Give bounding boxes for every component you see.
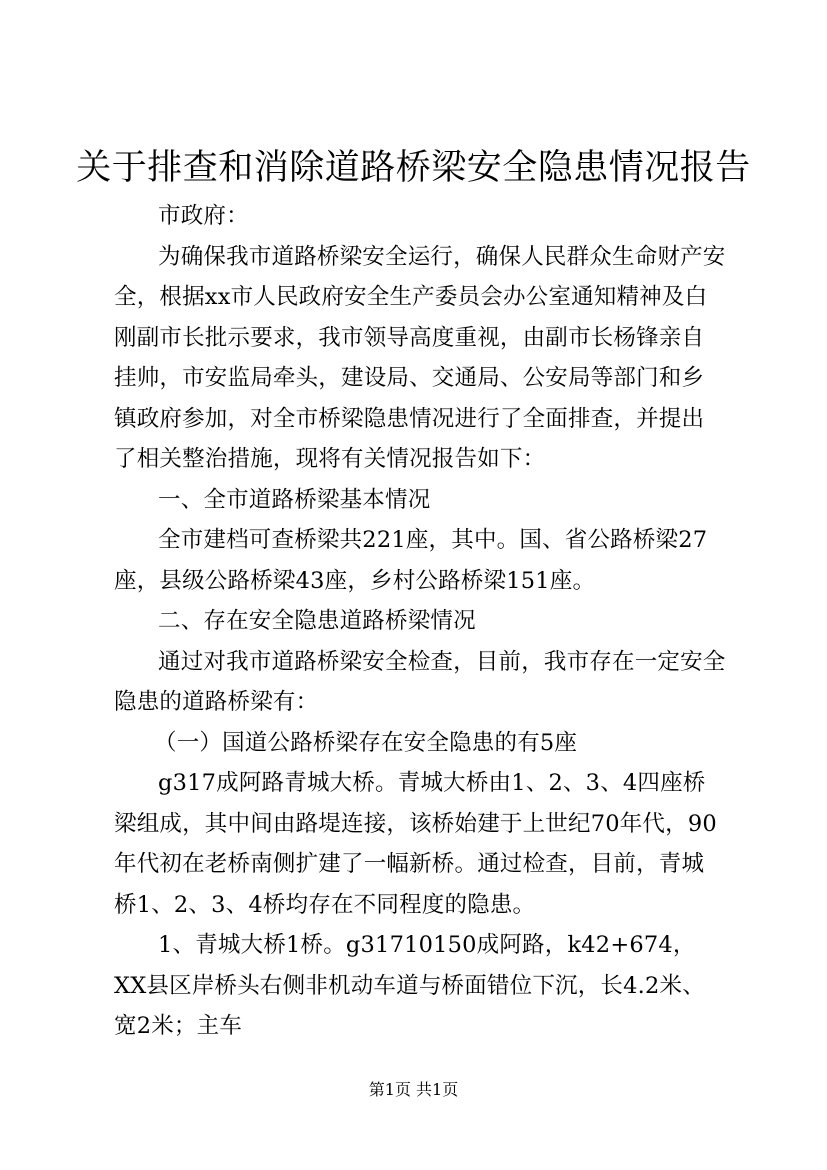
bridge-count-paragraph: 全市建档可查桥梁共221座，其中。国、省公路桥梁27座，县级公路桥梁43座，乡村公路桥梁151座。 — [114, 527, 708, 594]
document-body — [114, 196, 726, 1047]
salutation: 市政府： — [158, 203, 249, 229]
subsection-heading-1: （一）国道公路桥梁存在安全隐患的有5座 — [154, 729, 578, 756]
intro-paragraph: 为确保我市道路桥梁安全运行，确保人民群众生命财产安全，根据xx市人民政府安全生产委员会办公室通知精神及白刚副市长批示要求，我市领导高度重视，由副市长杨锋亲自挂帅，市安监局牵头，建设局、交通局、公安局等部门和乡镇政府参加，对全市桥梁隐患情况进行了全面排查，并提出了相关整治措施，现将有关情况报告如下： — [114, 243, 726, 472]
section-heading-2: 二、存在安全隐患道路桥梁情况 — [158, 608, 476, 634]
inspection-paragraph: 通过对我市道路桥梁安全检查，目前，我市存在一定安全隐患的道路桥梁有： — [114, 648, 726, 715]
document-title: 关于排查和消除道路桥梁安全隐患情况报告 — [76, 148, 751, 188]
bridge-1-detail-paragraph: 1、青城大桥1桥。g31710150成阿路，k42+674，XX县区岸桥头右侧非机动车道与桥面错位下沉，长4.2米、宽2米；主车 — [114, 932, 705, 1039]
section-heading-1: 一、全市道路桥梁基本情况 — [158, 486, 431, 513]
page-footer: 第1页 共1页 — [368, 1080, 459, 1099]
qingcheng-bridge-paragraph: g317成阿路青城大桥。青城大桥由1、2、3、4四座桥梁组成，其中间由路堤连接，该桥始建于上世纪70年代，90年代初在老桥南侧扩建了一幅新桥。通过检查，目前，青城桥1、2、3、4桥均存在不同程度的隐患。 — [114, 770, 717, 918]
